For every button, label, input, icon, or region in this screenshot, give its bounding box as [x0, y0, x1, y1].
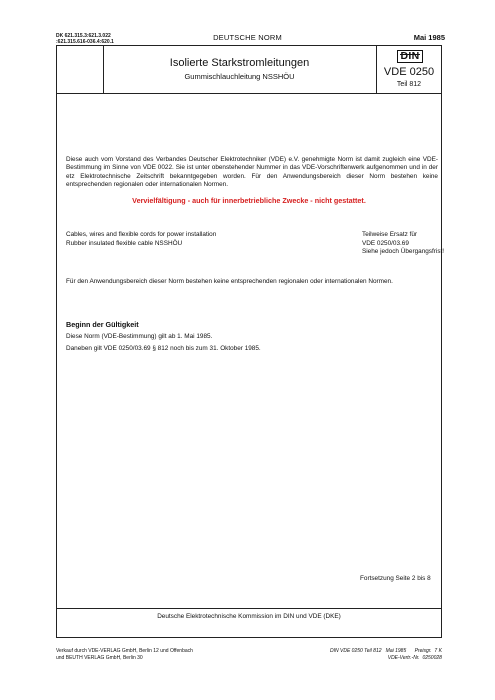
part-number: Teil 812 — [396, 81, 422, 88]
document-subtitle: Gummischlauchleitung NSSHÖU — [184, 72, 295, 81]
replacement-line-1: Teilweise Ersatz für — [362, 231, 418, 238]
issue-date: Mai 1985 — [413, 33, 445, 42]
replacement-line-3: Siehe jedoch Übergangsfrist! — [362, 248, 445, 255]
english-title-line-1: Cables, wires and flexible cords for power installation — [66, 231, 217, 238]
footer-reference — [330, 648, 442, 661]
page-frame — [56, 45, 445, 638]
sales-info — [56, 648, 193, 661]
norm-type-label: DEUTSCHE NORM — [213, 33, 282, 42]
header-left-divider — [103, 45, 104, 93]
din-logo: DIN — [397, 50, 423, 63]
sales-line-2: und BEUTH VERLAG GmbH, Berlin 30 — [56, 654, 143, 661]
validity-line-1: Diese Norm (VDE-Bestimmung) gilt ab 1. Mai 1985. — [66, 333, 213, 340]
committee-name: Deutsche Elektrotechnische Kommission im DIN und VDE (DKE) — [157, 613, 341, 620]
header-divider — [56, 93, 442, 94]
standard-number: VDE 0250 — [383, 66, 435, 78]
continuation-note: Fortsetzung Seite 2 bis 8 — [360, 575, 431, 582]
validity-heading: Beginn der Gültigkeit — [66, 320, 139, 329]
intro-paragraph: Diese auch vom Vorstand des Verbandes Deutscher Elektrotechniker (VDE) e.V. genehmigte Norm ist damit zugleich eine VDE-Bestimmung im Sinne von VDE 0022. Sie ist unter obenstehender Nummer in das VDE-Vorschriftenwerk aufgenommen und in der etz Elektrotechnische Zeitschrift bekanntgegeben worden. Für den Anwendungsbereich dieser Norm bestehen keine entsprechenden regionalen oder internationalen Normen. — [66, 156, 438, 189]
dk-line-1: DK 621.315.3:621.3.022 — [56, 33, 111, 39]
validity-line-2: Daneben gilt VDE 0250/03.69 § 812 noch bis zum 31. Oktober 1985. — [66, 345, 261, 352]
scope-note: Für den Anwendungsbereich dieser Norm bestehen keine entsprechenden regionalen oder internationalen Normen. — [66, 278, 393, 285]
sales-line-1: Verkauf durch VDE-VERLAG GmbH, Berlin 12 und Offenbach — [56, 648, 193, 654]
english-title-line-2: Rubber insulated flexible cable NSSHÖU — [66, 239, 183, 247]
footer-reference-line-1: DIN VDE 0250 Teil 812 Mai 1985 Preisgr. 7 K — [330, 648, 442, 654]
english-title — [66, 231, 216, 248]
dk-line-2: :621.315.616-036.4:620.1 — [56, 39, 114, 45]
footer-divider — [56, 608, 442, 609]
document-title: Isolierte Starkstromleitungen — [169, 57, 310, 69]
replacement-line-2: VDE 0250/03.69 — [362, 239, 409, 247]
footer-reference-line-2: VDE-Vertr.-Nr. 0250028 — [387, 654, 442, 661]
replacement-note — [362, 231, 444, 257]
copy-warning: Vervielfältigung - auch für innerbetriebliche Zwecke - nicht gestattet. — [132, 196, 366, 205]
